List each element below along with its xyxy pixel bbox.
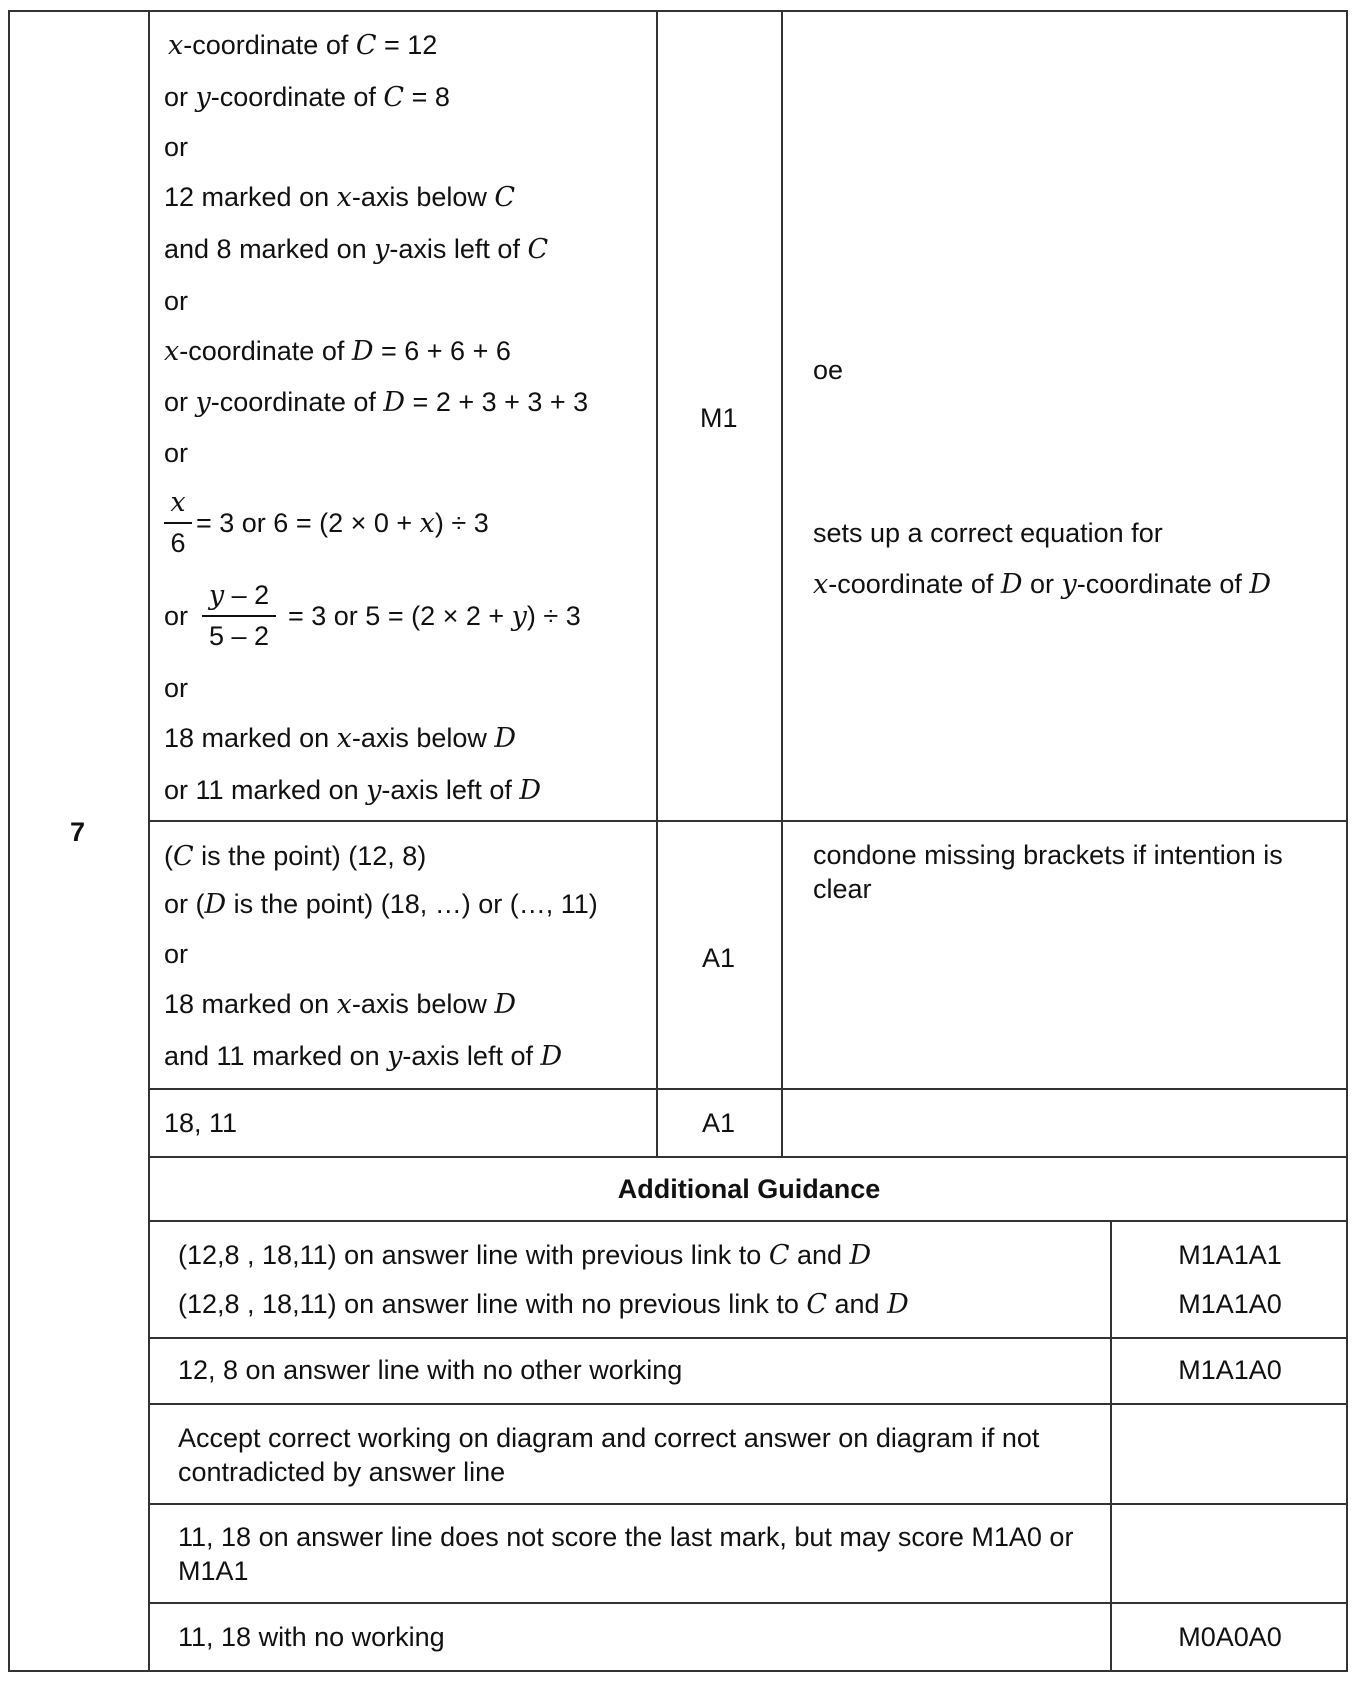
m1-line-4: 12 marked on x-axis below C xyxy=(164,182,516,213)
guidance-row-4-text: 11, 18 on answer line does not score the last mark, but may score M1A0 or M1A1 xyxy=(178,1522,1074,1586)
guidance-row-1-line-2: (12,8 , 18,11) on answer line with no previous link to C and D xyxy=(178,1289,909,1320)
guidance-heading: Additional Guidance xyxy=(617,1174,881,1204)
m1-line-10: = 3 or 6 = (2 × 0 + x) ÷ 3 xyxy=(196,508,489,539)
divider-working-col xyxy=(656,10,658,1158)
comment-equation-line-1: sets up a correct equation for xyxy=(813,518,1163,548)
fraction-x-over-6: x 6 xyxy=(164,488,192,558)
divider-guidance-4 xyxy=(148,1602,1348,1604)
divider-guidance-heading xyxy=(148,1220,1348,1222)
guidance-row-1-line-1: (12,8 , 18,11) on answer line with previous link to C and D xyxy=(178,1240,872,1271)
guidance-row-1-mark-2: M1A1A0 xyxy=(1178,1289,1282,1319)
m1-line-11-or: or xyxy=(164,601,189,631)
m1-line-2: or y-coordinate of C = 8 xyxy=(164,82,450,113)
guidance-row-5-mark: M0A0A0 xyxy=(1178,1622,1282,1652)
fraction-y-minus-2-over-5-minus-2: y – 2 5 – 2 xyxy=(202,580,276,651)
m1-line-1: x-coordinate of C = 12 xyxy=(168,30,438,61)
divider-guidance-3 xyxy=(148,1503,1348,1505)
comment-condone-brackets: condone missing brackets if intention is clear xyxy=(813,840,1283,904)
m1-line-9: or xyxy=(164,438,189,468)
divider-guidance-2 xyxy=(148,1403,1348,1405)
a1-line-4: 18 marked on x-axis below D xyxy=(164,989,517,1020)
a1-line-5: and 11 marked on y-axis left of D xyxy=(164,1041,563,1072)
divider-mark-col xyxy=(781,10,783,1158)
a1-line-2: or (D is the point) (18, …) or (…, 11) xyxy=(164,889,598,920)
guidance-row-2-text: 12, 8 on answer line with no other working xyxy=(178,1355,683,1385)
guidance-row-3-text: Accept correct working on diagram and correct answer on diagram if not contradicted by answer line xyxy=(178,1423,1040,1487)
divider-row-m1 xyxy=(148,820,1348,822)
m1-line-3: or xyxy=(164,132,189,162)
comment-oe: oe xyxy=(813,355,844,385)
var-x: x xyxy=(168,30,184,61)
m1-line-12: or xyxy=(164,673,189,703)
guidance-row-5-text: 11, 18 with no working xyxy=(178,1622,445,1652)
m1-line-13: 18 marked on x-axis below D xyxy=(164,723,517,754)
m1-line-7: x-coordinate of D = 6 + 6 + 6 xyxy=(164,336,511,367)
m1-line-14: or 11 marked on y-axis left of D xyxy=(164,775,542,806)
divider-row-final xyxy=(148,1156,1348,1158)
m1-line-8: or y-coordinate of D = 2 + 3 + 3 + 3 xyxy=(164,387,589,418)
final-answer: 18, 11 xyxy=(164,1108,238,1138)
guidance-row-2-mark: M1A1A0 xyxy=(1178,1355,1282,1385)
divider-guidance-1 xyxy=(148,1337,1348,1339)
m1-line-6: or xyxy=(164,286,189,316)
divider-row-a1 xyxy=(148,1088,1348,1090)
divider-question-col xyxy=(148,10,150,1672)
mark-m1: M1 xyxy=(700,403,738,433)
mark-a1-first: A1 xyxy=(702,943,736,973)
mark-a1-final: A1 xyxy=(702,1108,736,1138)
a1-line-1: (C is the point) (12, 8) xyxy=(164,841,427,872)
a1-line-3: or xyxy=(164,939,189,969)
guidance-row-1-mark-1: M1A1A1 xyxy=(1178,1240,1282,1270)
m1-line-5: and 8 marked on y-axis left of C xyxy=(164,234,549,265)
question-number: 7 xyxy=(70,817,86,847)
comment-equation-line-2: x-coordinate of D or y-coordinate of D xyxy=(813,569,1272,600)
m1-line-11: = 3 or 5 = (2 × 2 + y) ÷ 3 xyxy=(288,601,581,632)
